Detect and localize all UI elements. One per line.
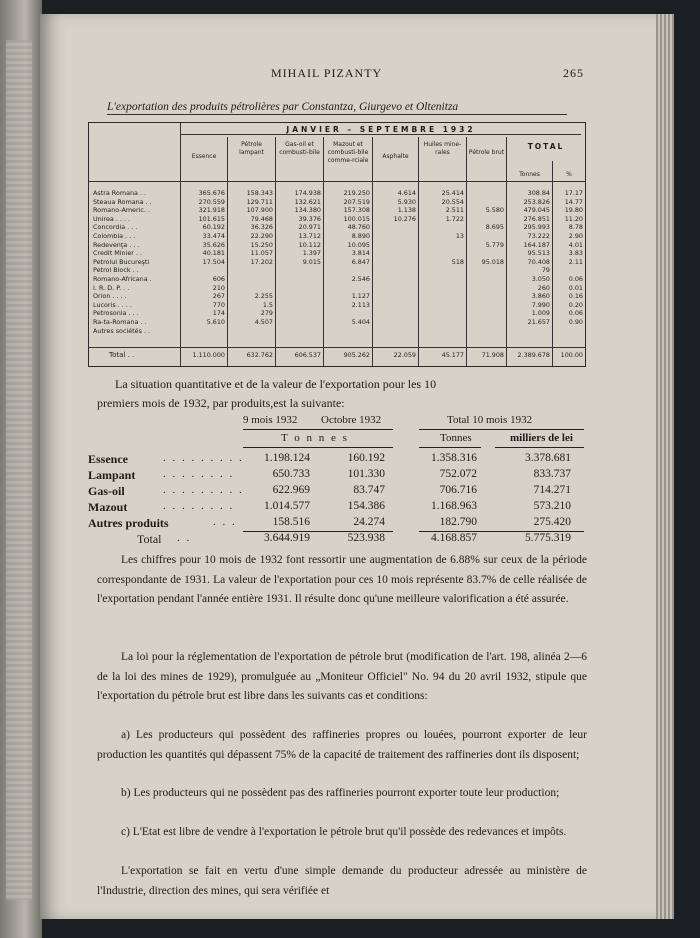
summary-cell: 1.168.963	[431, 500, 477, 512]
table-cell	[419, 292, 464, 301]
table-cell	[467, 189, 504, 198]
table-cell: 365.676	[198, 189, 225, 197]
table-cell: 295.993	[523, 223, 550, 232]
summary-cell: 1.014.577	[264, 500, 310, 512]
summary-row-dots: . .	[177, 532, 192, 544]
table-cell: 321.918	[198, 206, 225, 215]
table-cell	[553, 266, 583, 275]
summary-unit-tonnes-total: Tonnes	[440, 432, 472, 444]
company-label: Steaua Romana . .	[93, 197, 152, 206]
summary-table	[85, 412, 585, 547]
col-head-essence: Essence	[191, 153, 217, 160]
table-cell: 10.112	[298, 240, 321, 249]
col-head-brut: Pétrole brut	[468, 149, 505, 156]
table-total-cell: 2.389.678	[517, 351, 550, 359]
table-cell	[467, 198, 504, 207]
table-cell: 3.050	[531, 274, 550, 283]
summary-cell: 182.790	[439, 516, 477, 528]
table-cell: 33.474	[202, 231, 225, 240]
table-cell	[228, 266, 273, 275]
table-cell: 207.519	[343, 197, 370, 206]
table-cell	[467, 292, 504, 301]
table-total-cell: 632.762	[246, 351, 273, 359]
summary-head-octobre: Octobre 1932	[321, 414, 382, 426]
paragraph-augmentation: Les chiffres pour 10 mois de 1932 font ressortir une augmentation de 6.88% sur ceux de la période correspondante de 1931. La valeur de l'exportation pour ces 10 mois représente 83.7% de celle réalisée de l'exportation pendant l'année entière 1931. Il résulte donc qu'une meilleure valorification a été assurée.	[97, 554, 587, 605]
summary-cell: 24.274	[353, 516, 385, 528]
table-cell	[181, 266, 225, 275]
summary-row-label: Essence	[88, 452, 128, 466]
table-cell: 7.990	[531, 300, 550, 309]
summary-cell: 706.716	[439, 484, 477, 496]
summary-cell: 5.775.319	[525, 532, 571, 544]
company-label: Redevenţa . . .	[93, 240, 140, 249]
table-cell: 0.16	[568, 292, 583, 301]
col-head-gasoil: Gas-oil et combusti-bile	[279, 141, 320, 156]
summary-cell: 833.737	[533, 468, 571, 480]
table-cell: 73.222	[527, 231, 550, 240]
table-cell: 21.657	[527, 317, 550, 326]
table-cell: 10.095	[347, 240, 370, 249]
table-cell: 2.11	[568, 257, 583, 266]
table-cell: 1.009	[531, 309, 550, 318]
summary-row-dots: . . . . . . . . .	[163, 452, 244, 464]
table-cell: 129.711	[246, 197, 273, 206]
table-cell: 2.255	[254, 292, 273, 301]
summary-cell: 523.938	[347, 532, 385, 544]
table-cell	[373, 258, 416, 267]
table-cell: 79.468	[250, 214, 273, 223]
paragraph-loi: La loi pour la réglementation de l'exportation de pétrole brut (modification de l'art. 198, alinéa 2—6 de la loi des mines de 1929), promulguée au „Moniteur Officiel" No. 94 du 20 avril 1932, stipule que l'exportation du pétrole brut est libre dans les suivants cas et conditions:	[97, 651, 587, 702]
table-cell: 1.138	[397, 206, 416, 215]
table-column	[507, 189, 550, 327]
table-cell: 260	[537, 283, 550, 292]
table-cell	[324, 309, 370, 318]
table-cell: 8.695	[485, 223, 504, 232]
table-cell	[373, 241, 416, 250]
table-cell	[419, 223, 464, 232]
company-label: Unirea . . . .	[93, 214, 131, 223]
summary-row-essence	[85, 452, 585, 467]
table-cell: 1.127	[351, 292, 370, 301]
summary-row-gasoil	[85, 484, 585, 499]
table-cell: 0.06	[568, 309, 583, 318]
summary-cell: 752.072	[439, 468, 477, 480]
company-column	[93, 189, 181, 335]
running-header-author: MIHAIL PIZANTY	[271, 66, 383, 80]
table-cell: 267	[212, 292, 225, 301]
table-total-cell: 1.110.000	[192, 351, 225, 359]
summary-cell: 160.192	[347, 452, 385, 464]
company-label: I. R. D. P. . .	[93, 283, 130, 292]
table-total-cell: 22.059	[393, 351, 416, 359]
table-cell	[276, 301, 321, 310]
company-label: Petrolul Bucureşti	[93, 257, 150, 266]
table-total-cell: 606.537	[294, 351, 321, 359]
table-cell: 95.513	[527, 249, 550, 258]
paragraph-procedure: L'exportation se fait en vertu d'une simple demande du producteur adressée au ministère de l'Industrie, direction des mines, qui sera vérifiée et	[97, 865, 587, 897]
summary-cell: 3.644.919	[264, 532, 310, 544]
table-cell: 101.615	[198, 214, 225, 223]
table-cell: 8.890	[351, 231, 370, 240]
table-cell	[467, 309, 504, 318]
company-label: Romano-Africana .	[93, 274, 152, 283]
company-label: Petrosonia . . .	[93, 309, 139, 318]
col-head-asphalte: Asphalte	[382, 153, 409, 160]
company-label: Colombia . . .	[93, 231, 136, 240]
summary-cell: 1.358.316	[431, 452, 477, 464]
table-cell: 2.546	[351, 274, 370, 283]
table-cell: 9.015	[302, 257, 321, 266]
table-cell: 19.80	[564, 206, 583, 215]
summary-row-label: Mazout	[88, 500, 128, 514]
summary-row-autres	[85, 516, 585, 531]
table-cell: 1.397	[302, 249, 321, 258]
summary-cell: 622.969	[272, 484, 310, 496]
table-cell	[373, 249, 416, 258]
table-cell	[467, 318, 504, 327]
table-column	[553, 189, 583, 327]
table-cell	[419, 318, 464, 327]
table-cell	[467, 301, 504, 310]
summary-cell: 4.168.857	[431, 532, 477, 544]
table-cell: 4.01	[568, 240, 583, 249]
table-cell	[324, 266, 370, 275]
company-label: Concordia . . .	[93, 223, 138, 232]
table-cell: 25.414	[441, 189, 464, 197]
summary-cell: 714.271	[533, 484, 571, 496]
table-cell	[276, 266, 321, 275]
table-cell: 13.712	[298, 231, 321, 240]
summary-unit-tonnes: T o n n e s	[281, 432, 349, 444]
summary-cell: 158.516	[272, 516, 310, 528]
summary-row-label: Gas-oil	[88, 484, 125, 498]
table-column	[276, 189, 321, 327]
table-cell	[276, 309, 321, 318]
table-cell: 210	[212, 283, 225, 292]
col-head-total: TOTAL	[527, 142, 565, 151]
summary-cell: 3.378.681	[525, 452, 571, 464]
col-head-total-tonnes: Tonnes	[519, 171, 540, 178]
table-cell	[419, 301, 464, 310]
table-cell	[419, 249, 464, 258]
company-label: Autres sociétés . .	[93, 326, 151, 335]
table-cell: 0.90	[568, 317, 583, 326]
summary-row-label: Autres produits	[88, 516, 169, 530]
table-cell	[467, 275, 504, 284]
table-cell: 40.181	[202, 249, 225, 258]
company-label: Romano-Americ. .	[93, 206, 150, 215]
intro-line-1: La situation quantitative et de la valeur de l'exportation pour les 10	[115, 377, 437, 391]
summary-head-total: Total 10 mois 1932	[447, 414, 533, 426]
table-cell: 11.057	[250, 249, 273, 258]
table-cell: 6.847	[351, 257, 370, 266]
facing-page-edge	[0, 0, 42, 938]
company-label: Lucoris . . . .	[93, 300, 132, 309]
table-cell: 0.01	[568, 283, 583, 292]
table-cell: 770	[212, 300, 225, 309]
table-cell: 48.760	[347, 223, 370, 232]
table-cell	[228, 275, 273, 284]
table-cell	[467, 249, 504, 258]
table-cell	[373, 284, 416, 293]
table-cell	[373, 292, 416, 301]
table-cell: 39.376	[298, 214, 321, 223]
company-label: Astra Romana . .	[93, 189, 147, 197]
summary-row-dots: . . . . . . . .	[163, 500, 235, 512]
table-cell	[276, 292, 321, 301]
table-cell: 13	[455, 231, 464, 240]
table-cell	[419, 284, 464, 293]
table-total-cell: 100.00	[560, 351, 583, 359]
intro-line-2: premiers mois de 1932, par produits,est la suivante:	[97, 396, 345, 410]
summary-cell: 1.198.124	[264, 452, 310, 464]
table-cell: 10.276	[393, 214, 416, 223]
table-cell: 5.779	[485, 240, 504, 249]
summary-head-9mois: 9 mois 1932	[243, 414, 298, 426]
table-cell: 174.938	[294, 189, 321, 197]
table-cell	[373, 301, 416, 310]
company-label: Credit Minier . .	[93, 249, 143, 258]
company-label: Orion . . . .	[93, 292, 127, 301]
table-cell: 1.722	[445, 214, 464, 223]
table-cell: 270.559	[198, 197, 225, 206]
table-cell	[419, 241, 464, 250]
table-cell: 2.113	[351, 300, 370, 309]
table-column	[228, 189, 273, 327]
table-cell: 15.250	[250, 240, 273, 249]
table-cell: 0.06	[568, 274, 583, 283]
table-cell: 164.187	[523, 240, 550, 249]
paragraph-condition-b: b) Les producteurs qui ne possèdent pas des raffineries pourront exporter toute leur production;	[121, 787, 560, 799]
table-cell: 219.250	[343, 189, 370, 197]
table-cell: 20.971	[298, 223, 321, 232]
table-cell: 5.930	[397, 197, 416, 206]
table-cell	[228, 284, 273, 293]
table-cell	[373, 275, 416, 284]
table-cell: 95.018	[481, 257, 504, 266]
table-cell: 107.900	[246, 206, 273, 215]
summary-unit-lei: milliers de lei	[510, 432, 573, 444]
summary-cell: 154.386	[347, 500, 385, 512]
table-cell	[467, 284, 504, 293]
table-cell	[467, 215, 504, 224]
summary-cell: 650.733	[272, 468, 310, 480]
table-column	[419, 189, 464, 327]
table-cell: 4.614	[397, 189, 416, 197]
table-cell	[276, 318, 321, 327]
table-cell: 17.504	[202, 257, 225, 266]
summary-cell: 101.330	[347, 468, 385, 480]
table-column	[181, 189, 225, 327]
company-label: Petrol Block . .	[93, 266, 139, 275]
table-cell: 8.78	[568, 223, 583, 232]
table-cell: 132.621	[294, 197, 321, 206]
table-cell	[276, 284, 321, 293]
table-cell: 606	[212, 274, 225, 283]
facing-page-text-strip	[6, 40, 32, 900]
table-cell: 70.408	[527, 257, 550, 266]
table-column	[324, 189, 370, 327]
table-cell: 100.015	[343, 214, 370, 223]
table-title: L'exportation des produits pétrolières par Constantza, Giurgevo et Oltenitza	[107, 101, 567, 115]
summary-row-lampant	[85, 468, 585, 483]
summary-cell: 275.420	[533, 516, 571, 528]
table-cell	[373, 309, 416, 318]
table-cell: 158.343	[246, 189, 273, 197]
table-cell: 3.814	[351, 249, 370, 258]
table-cell: 174	[212, 309, 225, 318]
table-total-cell: 71.908	[481, 351, 504, 359]
table-cell: 276.851	[523, 214, 550, 223]
table-cell: 518	[451, 257, 464, 266]
table-cell: 0.20	[568, 300, 583, 309]
table-cell: 2.511	[445, 206, 464, 215]
paragraph-condition-c: c) L'Etat est libre de vendre à l'exportation le pétrole brut qu'il possède des redevances et impôts.	[121, 826, 567, 838]
table-cell: 17.17	[564, 189, 583, 197]
table-total-cell: 45.177	[441, 351, 464, 359]
table-total-cell: 905.262	[343, 351, 370, 359]
table-cell: 5.610	[206, 317, 225, 326]
summary-row-dots: . . . . . . . . .	[163, 484, 244, 496]
col-head-lampant: Pétrole lampant	[239, 141, 264, 156]
page-stack-edge	[656, 14, 674, 919]
export-table	[88, 122, 586, 367]
table-cell: 1.5	[262, 300, 273, 309]
table-cell: 134.380	[294, 206, 321, 215]
table-cell	[373, 266, 416, 275]
table-cell	[419, 309, 464, 318]
col-head-total-pct: %	[566, 171, 572, 178]
summary-total-label: Total	[137, 532, 162, 546]
table-cell	[467, 232, 504, 241]
table-cell	[419, 266, 464, 275]
table-cell	[373, 318, 416, 327]
table-cell: 20.554	[441, 197, 464, 206]
table-cell	[276, 275, 321, 284]
table-cell	[467, 266, 504, 275]
summary-cell: 83.747	[353, 484, 385, 496]
table-cell	[419, 275, 464, 284]
table-cell: 14.77	[564, 197, 583, 206]
table-period-header: JANVIER – SEPTEMBRE 1932	[181, 125, 581, 135]
table-cell: 17.202	[250, 257, 273, 266]
col-head-huiles: Huiles mine-rales	[423, 141, 462, 156]
summary-row-total	[85, 532, 585, 547]
summary-row-mazout	[85, 500, 585, 515]
table-cell: 479.045	[523, 206, 550, 215]
table-cell: 5.580	[485, 206, 504, 215]
table-cell: 60.192	[202, 223, 225, 232]
table-cell: 36.326	[250, 223, 273, 232]
table-cell	[373, 232, 416, 241]
table-cell: 4.507	[254, 317, 273, 326]
table-cell: 253.826	[523, 197, 550, 206]
table-cell: 3.860	[531, 292, 550, 301]
summary-row-dots: . . . . . . . .	[163, 468, 235, 480]
summary-cell: 573.210	[533, 500, 571, 512]
table-cell: 308.84	[527, 189, 550, 197]
table-column	[373, 189, 416, 327]
table-cell: 5.404	[351, 317, 370, 326]
page-number: 265	[563, 66, 584, 80]
summary-row-dots: . . .	[213, 516, 237, 528]
table-cell: 11.20	[564, 214, 583, 223]
company-label: Ra-ta-Romana . .	[93, 317, 147, 326]
table-cell: 157.308	[343, 206, 370, 215]
table-cell	[373, 223, 416, 232]
summary-row-label: Lampant	[88, 468, 136, 482]
paragraph-condition-a: a) Les producteurs qui possèdent des raffineries propres ou louées, pourront exporter de leur production les quantités qui dépassent 75% de la capacité de traitement des raffineries dont ils disposent;	[97, 729, 587, 761]
table-cell: 279	[260, 309, 273, 318]
table-column	[467, 189, 504, 327]
table-cell: 2.90	[568, 231, 583, 240]
table-total-label: Total . .	[109, 351, 135, 359]
col-head-mazout: Mazout et combusti-bile comme-rciale	[327, 141, 369, 164]
table-cell	[324, 284, 370, 293]
table-cell: 79	[541, 266, 550, 275]
table-cell: 35.626	[202, 240, 225, 249]
table-cell: 22.290	[250, 231, 273, 240]
table-cell: 3.83	[568, 249, 583, 258]
